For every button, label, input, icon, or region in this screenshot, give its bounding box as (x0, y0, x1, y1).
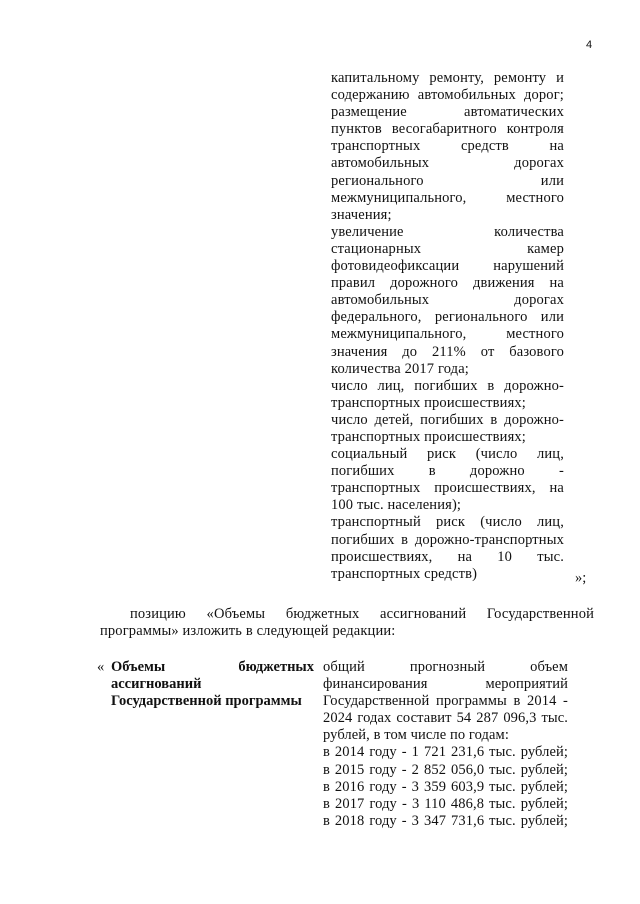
continued-list-column (331, 70, 564, 583)
list-line: число лиц, погибших в дорожно- (331, 377, 564, 394)
amendment-paragraph (100, 606, 594, 640)
table-opening-quote: « (97, 659, 105, 675)
table-value-line: общий прогнозный объем (323, 659, 568, 675)
list-line: межмуниципального, местного (331, 326, 564, 343)
list-line: погибших в дорожно-транспортных (331, 531, 564, 548)
list-line: транспортных происшествиях; (331, 428, 526, 445)
list-line: стационарных камер (331, 240, 564, 257)
list-line: содержанию автомобильных дорог; (331, 87, 564, 104)
list-line: автомобильных дорогах (331, 155, 564, 172)
list-line: социальный риск (число лиц, (331, 446, 564, 463)
table-value-line: в 2016 году - 3 359 603,9 тыс. рублей; (323, 778, 568, 795)
list-line: капитальному ремонту, ремонту и (331, 70, 564, 86)
table-value-line: в 2014 году - 1 721 231,6 тыс. рублей; (323, 744, 568, 761)
list-line: транспортный риск (число лиц, (331, 514, 564, 531)
list-line: федерального, регионального или (331, 309, 564, 326)
list-line: значения; (331, 206, 392, 223)
table-heading-line: Объемы бюджетных (111, 659, 314, 675)
list-line: транспортных происшествиях, на (331, 480, 564, 497)
table-value-line: в 2015 году - 2 852 056,0 тыс. рублей; (323, 761, 568, 778)
paragraph-line: позицию «Объемы бюджетных ассигнований Государственной (130, 606, 594, 622)
list-line: правил дорожного движения на (331, 275, 564, 292)
list-line: число детей, погибших в дорожно- (331, 411, 564, 428)
table-value-line: 2024 годах составит 54 287 096,3 тыс. (323, 710, 568, 727)
list-line: автомобильных дорогах (331, 292, 564, 309)
table-left-cell (111, 659, 314, 710)
paragraph-line: программы» изложить в следующей редакции: (100, 623, 396, 640)
list-line: фотовидеофиксации нарушений (331, 258, 564, 275)
list-line: регионального или (331, 172, 564, 189)
list-line: происшествиях, на 10 тыс. (331, 548, 564, 565)
table-right-cell (323, 659, 568, 830)
table-heading-line: Государственной программы (111, 693, 302, 710)
table-value-line: финансирования мероприятий (323, 676, 568, 693)
table-value-line: в 2017 году - 3 110 486,8 тыс. рублей; (323, 795, 568, 812)
list-line: размещение автоматических (331, 104, 564, 121)
table-value-line: Государственной программы в 2014 - (323, 693, 568, 710)
list-line: пунктов весогабаритного контроля (331, 121, 564, 138)
list-line: погибших в дорожно - (331, 463, 564, 480)
list-line: транспортных средств) (331, 565, 478, 582)
list-line: количества 2017 года; (331, 360, 469, 377)
list-line: транспортных средств на (331, 138, 564, 155)
list-line: значения до 211% от базового (331, 343, 564, 360)
table-heading-line: ассигнований (111, 676, 202, 693)
table-value-line: рублей, в том числе по годам: (323, 727, 509, 744)
closing-quote: »; (575, 570, 587, 586)
page-number: 4 (586, 39, 593, 51)
table-value-line: в 2018 году - 3 347 731,6 тыс. рублей; (323, 812, 568, 829)
list-line: межмуниципального, местного (331, 189, 564, 206)
list-line: транспортных происшествиях; (331, 394, 526, 411)
list-line: увеличение количества (331, 223, 564, 240)
list-line: 100 тыс. населения); (331, 497, 462, 514)
